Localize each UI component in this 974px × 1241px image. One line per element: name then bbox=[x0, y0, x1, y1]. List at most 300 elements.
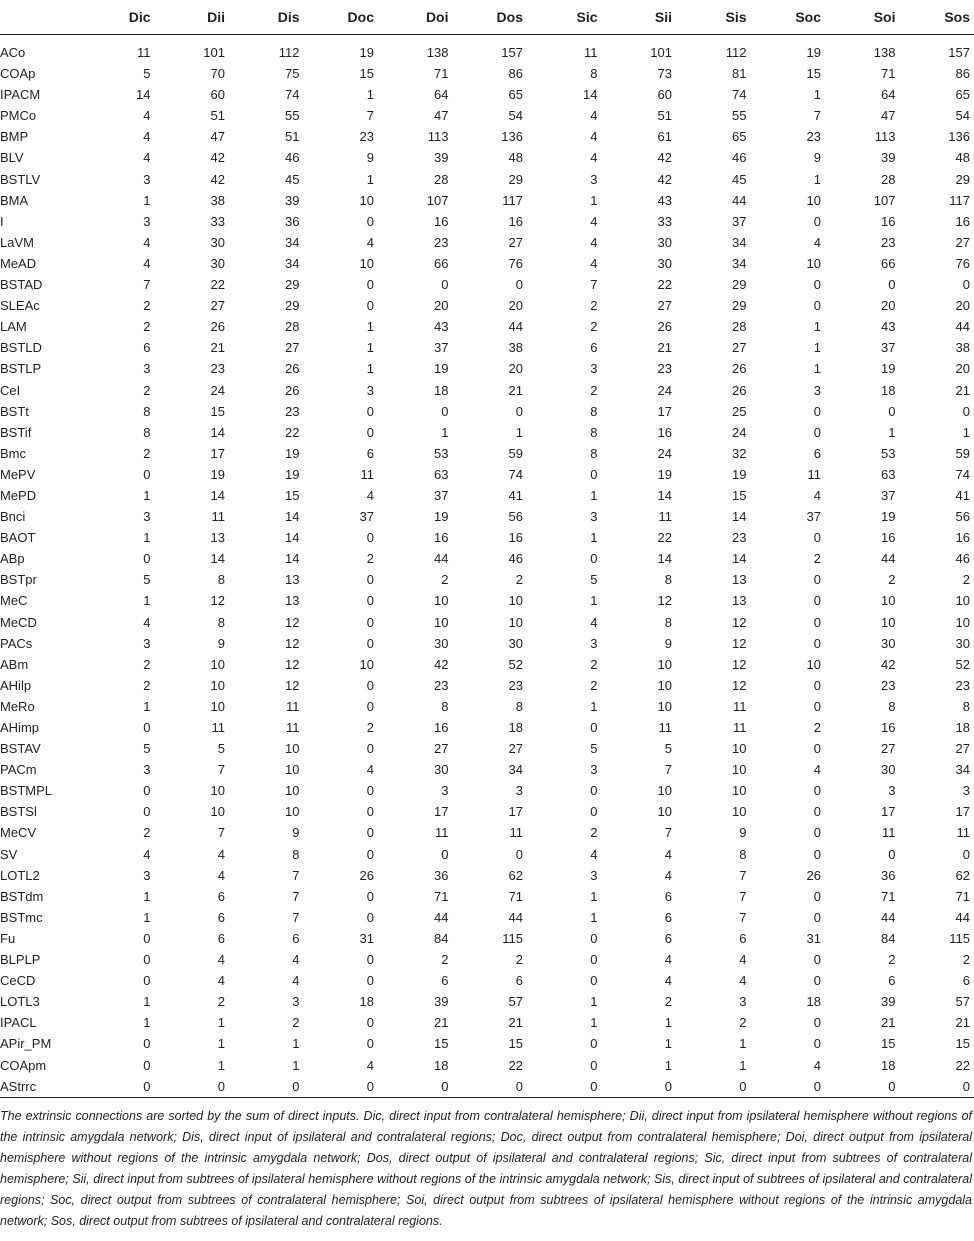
row-label: BSTSl bbox=[0, 804, 37, 820]
row-label: MeCV bbox=[0, 825, 37, 841]
table-cell: 84 bbox=[434, 930, 449, 946]
table-cell: 14 bbox=[657, 487, 672, 503]
table-cell: 11 bbox=[733, 720, 747, 735]
row-label: BMP bbox=[0, 129, 29, 145]
row-label: IPACL bbox=[0, 1015, 37, 1031]
table-cell: 76 bbox=[955, 255, 970, 271]
table-cell: 23 bbox=[434, 234, 449, 250]
table-cell: 0 bbox=[80, 1076, 155, 1098]
table-cell: 2 bbox=[143, 825, 151, 841]
table-row bbox=[0, 274, 974, 295]
table-cell: 4 bbox=[143, 614, 151, 630]
table-cell: 29 bbox=[285, 298, 300, 314]
table-cell: 0 bbox=[590, 973, 598, 989]
row-label: BMA bbox=[0, 192, 29, 208]
table-cell: 15 bbox=[359, 66, 374, 82]
table-cell: 38 bbox=[210, 192, 225, 208]
table-cell: 10 bbox=[508, 593, 523, 609]
table-cell: 27 bbox=[508, 234, 523, 250]
table-cell: 22 bbox=[285, 424, 300, 440]
table-cell: 6 bbox=[441, 973, 449, 989]
table-cell: 84 bbox=[881, 930, 896, 946]
table-cell: 3 bbox=[143, 635, 151, 651]
table-row bbox=[0, 506, 974, 527]
table-cell: 4 bbox=[292, 973, 300, 989]
row-label: BSTMPL bbox=[0, 783, 53, 799]
table-cell: 1 bbox=[143, 698, 151, 714]
table-cell: 18 bbox=[434, 1057, 449, 1073]
row-label: MeCD bbox=[0, 614, 37, 630]
table-row bbox=[0, 822, 974, 843]
row-label: CeCD bbox=[0, 973, 36, 989]
table-cell: 4 bbox=[590, 234, 598, 250]
table-cell: 17 bbox=[881, 804, 896, 820]
table-cell: 24 bbox=[657, 382, 672, 398]
table-cell: 53 bbox=[881, 445, 896, 461]
table-cell: 7 bbox=[739, 909, 747, 925]
table-cell: 4 bbox=[590, 129, 598, 145]
table-cell: 26 bbox=[806, 867, 821, 883]
table-cell: 10 bbox=[285, 804, 300, 820]
table-row bbox=[0, 35, 974, 64]
table-row bbox=[0, 63, 974, 84]
table-cell: 56 bbox=[508, 509, 523, 525]
table-cell: 4 bbox=[366, 487, 374, 503]
table-cell: 6 bbox=[590, 340, 598, 356]
table-cell: 21 bbox=[508, 1015, 523, 1031]
table-cell: 0 bbox=[143, 1036, 151, 1052]
row-label: AHimp bbox=[0, 720, 40, 735]
table-cell: 138 bbox=[873, 45, 896, 60]
table-cell: 1 bbox=[441, 424, 449, 440]
table-cell: 52 bbox=[955, 656, 970, 672]
table-cell: 71 bbox=[434, 66, 449, 82]
row-label: ABp bbox=[0, 551, 25, 567]
table-cell: 23 bbox=[881, 234, 896, 250]
table-cell: 10 bbox=[732, 804, 747, 820]
table-cell: 14 bbox=[732, 509, 747, 525]
table-cell: 3 bbox=[590, 509, 598, 525]
table-cell: 101 bbox=[203, 45, 225, 60]
table-cell: 0 bbox=[378, 1076, 453, 1098]
table-cell: 7 bbox=[664, 762, 672, 778]
table-cell: 15 bbox=[434, 1036, 449, 1052]
table-cell: 7 bbox=[217, 825, 225, 841]
table-cell: 16 bbox=[434, 530, 449, 546]
table-cell: 1 bbox=[590, 909, 598, 925]
table-cell: 7 bbox=[739, 867, 747, 883]
table-cell: 46 bbox=[285, 150, 300, 166]
table-cell: 16 bbox=[434, 213, 449, 229]
table-cell: 19 bbox=[359, 45, 374, 60]
table-cell: 18 bbox=[881, 382, 896, 398]
table-cell: 26 bbox=[359, 867, 374, 883]
table-cell: 19 bbox=[434, 509, 449, 525]
table-cell: 27 bbox=[732, 340, 747, 356]
table-cell: 0 bbox=[590, 804, 598, 820]
table-cell: 10 bbox=[210, 656, 225, 672]
table-cell: 10 bbox=[955, 614, 970, 630]
table-cell: 30 bbox=[881, 635, 896, 651]
table-cell: 11 bbox=[211, 720, 225, 735]
table-cell: 3 bbox=[962, 783, 970, 799]
table-cell: 2 bbox=[143, 382, 151, 398]
table-cell: 15 bbox=[881, 1036, 896, 1052]
table-cell: 38 bbox=[955, 340, 970, 356]
table-cell: 0 bbox=[366, 593, 374, 609]
table-cell: 1 bbox=[664, 1036, 672, 1052]
table-cell: 14 bbox=[210, 487, 225, 503]
table-cell: 46 bbox=[732, 150, 747, 166]
table-cell: 22 bbox=[657, 530, 672, 546]
table-cell: 44 bbox=[732, 192, 747, 208]
table-cell: 0 bbox=[366, 1036, 374, 1052]
row-label: CeI bbox=[0, 382, 21, 398]
table-cell: 4 bbox=[590, 213, 598, 229]
table-cell: 0 bbox=[229, 1076, 304, 1098]
row-label: Bmc bbox=[0, 445, 26, 461]
table-cell: 55 bbox=[732, 108, 747, 124]
table-cell: 47 bbox=[434, 108, 449, 124]
table-cell: 21 bbox=[955, 382, 970, 398]
table-cell: 42 bbox=[210, 150, 225, 166]
table-cell: 27 bbox=[657, 298, 672, 314]
table-cell: 2 bbox=[739, 1015, 747, 1031]
table-cell: 3 bbox=[292, 994, 300, 1010]
table-row bbox=[0, 949, 974, 970]
table-cell: 4 bbox=[664, 952, 672, 968]
row-label: LAM bbox=[0, 319, 27, 335]
table-cell: 14 bbox=[657, 551, 672, 567]
table-cell: 37 bbox=[434, 340, 449, 356]
table-cell: 57 bbox=[508, 994, 523, 1010]
table-cell: 3 bbox=[143, 509, 151, 525]
table-cell: 7 bbox=[292, 867, 300, 883]
table-cell: 10 bbox=[806, 656, 821, 672]
table-cell: 4 bbox=[366, 234, 374, 250]
table-cell: 0 bbox=[143, 1057, 151, 1073]
table-cell: 4 bbox=[366, 762, 374, 778]
row-label: SLEAc bbox=[0, 298, 40, 314]
table-cell: 74 bbox=[732, 87, 747, 103]
table-cell: 2 bbox=[143, 445, 151, 461]
table-cell: 18 bbox=[359, 994, 374, 1010]
table-cell: 30 bbox=[657, 255, 672, 271]
column-header-doc: Doc bbox=[304, 0, 379, 35]
table-cell: 2 bbox=[143, 319, 151, 335]
table-cell: 23 bbox=[955, 677, 970, 693]
table-cell: 44 bbox=[955, 319, 970, 335]
table-cell: 1 bbox=[143, 593, 151, 609]
table-cell: 27 bbox=[285, 340, 300, 356]
table-cell: 12 bbox=[732, 656, 747, 672]
table-cell: 12 bbox=[657, 593, 672, 609]
table-cell: 0 bbox=[366, 530, 374, 546]
table-cell: 27 bbox=[210, 298, 225, 314]
table-cell: 34 bbox=[732, 255, 747, 271]
table-cell: 28 bbox=[732, 319, 747, 335]
table-cell: 44 bbox=[434, 909, 449, 925]
table-row bbox=[0, 485, 974, 506]
table-cell: 0 bbox=[825, 1076, 900, 1098]
table-cell: 4 bbox=[813, 1057, 821, 1073]
column-header-sos: Sos bbox=[900, 0, 974, 35]
table-cell: 10 bbox=[657, 698, 672, 714]
table-cell: 10 bbox=[508, 614, 523, 630]
table-cell: 11 bbox=[137, 45, 151, 60]
table-cell: 55 bbox=[285, 108, 300, 124]
column-header-sic: Sic bbox=[527, 0, 602, 35]
table-cell: 6 bbox=[888, 973, 896, 989]
table-cell: 2 bbox=[143, 298, 151, 314]
table-cell: 0 bbox=[366, 783, 374, 799]
table-cell: 6 bbox=[515, 973, 523, 989]
table-cell: 7 bbox=[217, 762, 225, 778]
table-cell: 13 bbox=[210, 530, 225, 546]
table-cell: 107 bbox=[873, 192, 896, 208]
table-cell: 27 bbox=[881, 741, 896, 757]
table-cell: 1 bbox=[143, 994, 151, 1010]
table-cell: 30 bbox=[434, 762, 449, 778]
table-cell: 59 bbox=[508, 445, 523, 461]
table-cell: 6 bbox=[739, 930, 747, 946]
table-cell: 43 bbox=[657, 192, 672, 208]
table-cell: 18 bbox=[508, 720, 523, 735]
table-cell: 4 bbox=[664, 867, 672, 883]
table-cell: 6 bbox=[292, 930, 300, 946]
table-cell: 8 bbox=[217, 572, 225, 588]
table-cell: 10 bbox=[657, 804, 672, 820]
table-cell: 0 bbox=[143, 551, 151, 567]
table-cell: 4 bbox=[813, 762, 821, 778]
table-cell: 2 bbox=[664, 994, 672, 1010]
table-cell: 19 bbox=[434, 361, 449, 377]
table-cell: 0 bbox=[441, 277, 449, 293]
table-cell: 2 bbox=[441, 572, 449, 588]
table-cell: 4 bbox=[590, 108, 598, 124]
table-cell: 0 bbox=[143, 973, 151, 989]
table-cell: 4 bbox=[217, 973, 225, 989]
table-row bbox=[0, 105, 974, 126]
table-cell: 0 bbox=[813, 677, 821, 693]
table-cell: 34 bbox=[732, 234, 747, 250]
table-cell: 10 bbox=[359, 255, 374, 271]
row-label: MePV bbox=[0, 466, 36, 482]
table-cell: 0 bbox=[602, 1076, 677, 1098]
table-cell: 42 bbox=[434, 656, 449, 672]
table-cell: 17 bbox=[955, 804, 970, 820]
table-cell: 46 bbox=[508, 551, 523, 567]
row-label: MePD bbox=[0, 487, 37, 503]
table-cell: 2 bbox=[366, 551, 374, 567]
row-label: BSTLV bbox=[0, 171, 41, 187]
table-cell: 8 bbox=[515, 698, 523, 714]
table-cell: 21 bbox=[434, 1015, 449, 1031]
table-cell: 9 bbox=[739, 825, 747, 841]
table-cell: 1 bbox=[664, 1015, 672, 1031]
table-cell: 7 bbox=[143, 277, 151, 293]
row-label: MeAD bbox=[0, 255, 37, 271]
table-cell: 1 bbox=[143, 530, 151, 546]
table-cell: 27 bbox=[955, 741, 970, 757]
table-cell: 29 bbox=[508, 171, 523, 187]
table-row bbox=[0, 696, 974, 717]
table-cell: 28 bbox=[285, 319, 300, 335]
table-cell: 45 bbox=[732, 171, 747, 187]
table-cell: 76 bbox=[508, 255, 523, 271]
table-cell: 59 bbox=[955, 445, 970, 461]
table-cell: 25 bbox=[732, 403, 747, 419]
table-cell: 113 bbox=[874, 129, 896, 145]
table-cell: 3 bbox=[143, 171, 151, 187]
table-cell: 1 bbox=[590, 888, 598, 904]
table-cell: 66 bbox=[434, 255, 449, 271]
table-cell: 66 bbox=[881, 255, 896, 271]
table-cell: 60 bbox=[210, 87, 225, 103]
table-cell: 39 bbox=[881, 150, 896, 166]
table-cell: 3 bbox=[366, 382, 374, 398]
table-cell: 0 bbox=[888, 277, 896, 293]
table-row bbox=[0, 253, 974, 274]
table-cell: 26 bbox=[210, 319, 225, 335]
table-cell: 16 bbox=[434, 720, 449, 735]
table-cell: 0 bbox=[590, 466, 598, 482]
table-cell: 6 bbox=[217, 888, 225, 904]
table-cell: 1 bbox=[590, 192, 598, 208]
table-cell: 54 bbox=[508, 108, 523, 124]
table-cell: 0 bbox=[813, 888, 821, 904]
table-cell: 0 bbox=[366, 213, 374, 229]
table-cell: 24 bbox=[732, 424, 747, 440]
table-cell: 10 bbox=[732, 741, 747, 757]
table-cell: 56 bbox=[955, 509, 970, 525]
table-cell: 42 bbox=[881, 656, 896, 672]
row-label: BSTmc bbox=[0, 909, 43, 925]
table-cell: 41 bbox=[955, 487, 970, 503]
table-cell: 1 bbox=[217, 1015, 225, 1031]
table-cell: 2 bbox=[366, 720, 374, 735]
table-cell: 0 bbox=[366, 741, 374, 757]
table-cell: 2 bbox=[217, 994, 225, 1010]
column-header-doi: Doi bbox=[378, 0, 453, 35]
table-cell: 0 bbox=[143, 930, 151, 946]
table-row bbox=[0, 211, 974, 232]
table-row bbox=[0, 970, 974, 991]
table-cell: 74 bbox=[955, 466, 970, 482]
table-cell: 1 bbox=[664, 1057, 672, 1073]
table-cell: 18 bbox=[806, 994, 821, 1010]
table-cell: 1 bbox=[366, 340, 374, 356]
table-cell: 0 bbox=[441, 403, 449, 419]
table-cell: 16 bbox=[955, 213, 970, 229]
table-cell: 43 bbox=[881, 319, 896, 335]
table-cell: 86 bbox=[508, 66, 523, 82]
table-cell: 14 bbox=[136, 87, 151, 103]
row-label: PACs bbox=[0, 635, 33, 651]
row-label: ABm bbox=[0, 656, 29, 672]
table-cell: 37 bbox=[359, 509, 374, 525]
table-cell: 44 bbox=[508, 319, 523, 335]
table-cell: 0 bbox=[590, 1036, 598, 1052]
table-cell: 0 bbox=[366, 888, 374, 904]
table-cell: 13 bbox=[285, 593, 300, 609]
table-cell: 19 bbox=[806, 45, 821, 60]
table-cell: 10 bbox=[732, 762, 747, 778]
table-cell: 16 bbox=[955, 530, 970, 546]
table-row bbox=[0, 759, 974, 780]
table-cell: 61 bbox=[657, 129, 672, 145]
table-cell: 0 bbox=[813, 277, 821, 293]
table-cell: 62 bbox=[508, 867, 523, 883]
table-cell: 5 bbox=[143, 741, 151, 757]
table-cell: 34 bbox=[955, 762, 970, 778]
table-cell: 3 bbox=[888, 783, 896, 799]
table-cell: 71 bbox=[881, 888, 896, 904]
table-cell: 16 bbox=[508, 213, 523, 229]
table-cell: 54 bbox=[955, 108, 970, 124]
table-cell: 70 bbox=[210, 66, 225, 82]
table-cell: 1 bbox=[143, 487, 151, 503]
table-cell: 3 bbox=[441, 783, 449, 799]
table-cell: 4 bbox=[143, 129, 151, 145]
table-cell: 41 bbox=[508, 487, 523, 503]
table-cell: 37 bbox=[434, 487, 449, 503]
table-cell: 9 bbox=[813, 150, 821, 166]
table-cell: 11 bbox=[286, 698, 300, 714]
table-cell: 157 bbox=[501, 45, 523, 60]
table-cell: 7 bbox=[664, 825, 672, 841]
table-cell: 9 bbox=[664, 635, 672, 651]
table-cell: 2 bbox=[441, 952, 449, 968]
table-cell: 30 bbox=[210, 255, 225, 271]
table-cell: 0 bbox=[813, 593, 821, 609]
table-cell: 44 bbox=[881, 909, 896, 925]
table-cell: 29 bbox=[732, 277, 747, 293]
table-cell: 10 bbox=[955, 593, 970, 609]
table-cell: 17 bbox=[434, 804, 449, 820]
table-cell: 30 bbox=[434, 635, 449, 651]
table-cell: 0 bbox=[813, 952, 821, 968]
table-cell: 28 bbox=[434, 171, 449, 187]
table-row bbox=[0, 1033, 974, 1054]
table-cell: 7 bbox=[366, 108, 374, 124]
table-cell: 1 bbox=[739, 1057, 747, 1073]
table-cell: 0 bbox=[590, 720, 598, 735]
table-cell: 29 bbox=[285, 277, 300, 293]
table-cell: 20 bbox=[955, 361, 970, 377]
table-cell: 71 bbox=[955, 888, 970, 904]
column-header-dis: Dis bbox=[229, 0, 304, 35]
table-cell: 57 bbox=[955, 994, 970, 1010]
table-cell: 37 bbox=[881, 487, 896, 503]
table-cell: 14 bbox=[210, 551, 225, 567]
table-row bbox=[0, 1076, 974, 1098]
table-cell: 0 bbox=[813, 825, 821, 841]
table-cell: 0 bbox=[304, 1076, 379, 1098]
table-cell: 21 bbox=[881, 1015, 896, 1031]
table-cell: 19 bbox=[285, 445, 300, 461]
table-cell: 1 bbox=[813, 340, 821, 356]
table-cell: 10 bbox=[657, 656, 672, 672]
table-cell: 15 bbox=[955, 1036, 970, 1052]
table-cell: 5 bbox=[143, 66, 151, 82]
row-label: SV bbox=[0, 846, 18, 862]
table-cell: 1 bbox=[143, 909, 151, 925]
table-cell: 4 bbox=[664, 973, 672, 989]
table-cell: 0 bbox=[751, 1076, 826, 1098]
table-cell: 32 bbox=[732, 445, 747, 461]
table-cell: 30 bbox=[955, 635, 970, 651]
